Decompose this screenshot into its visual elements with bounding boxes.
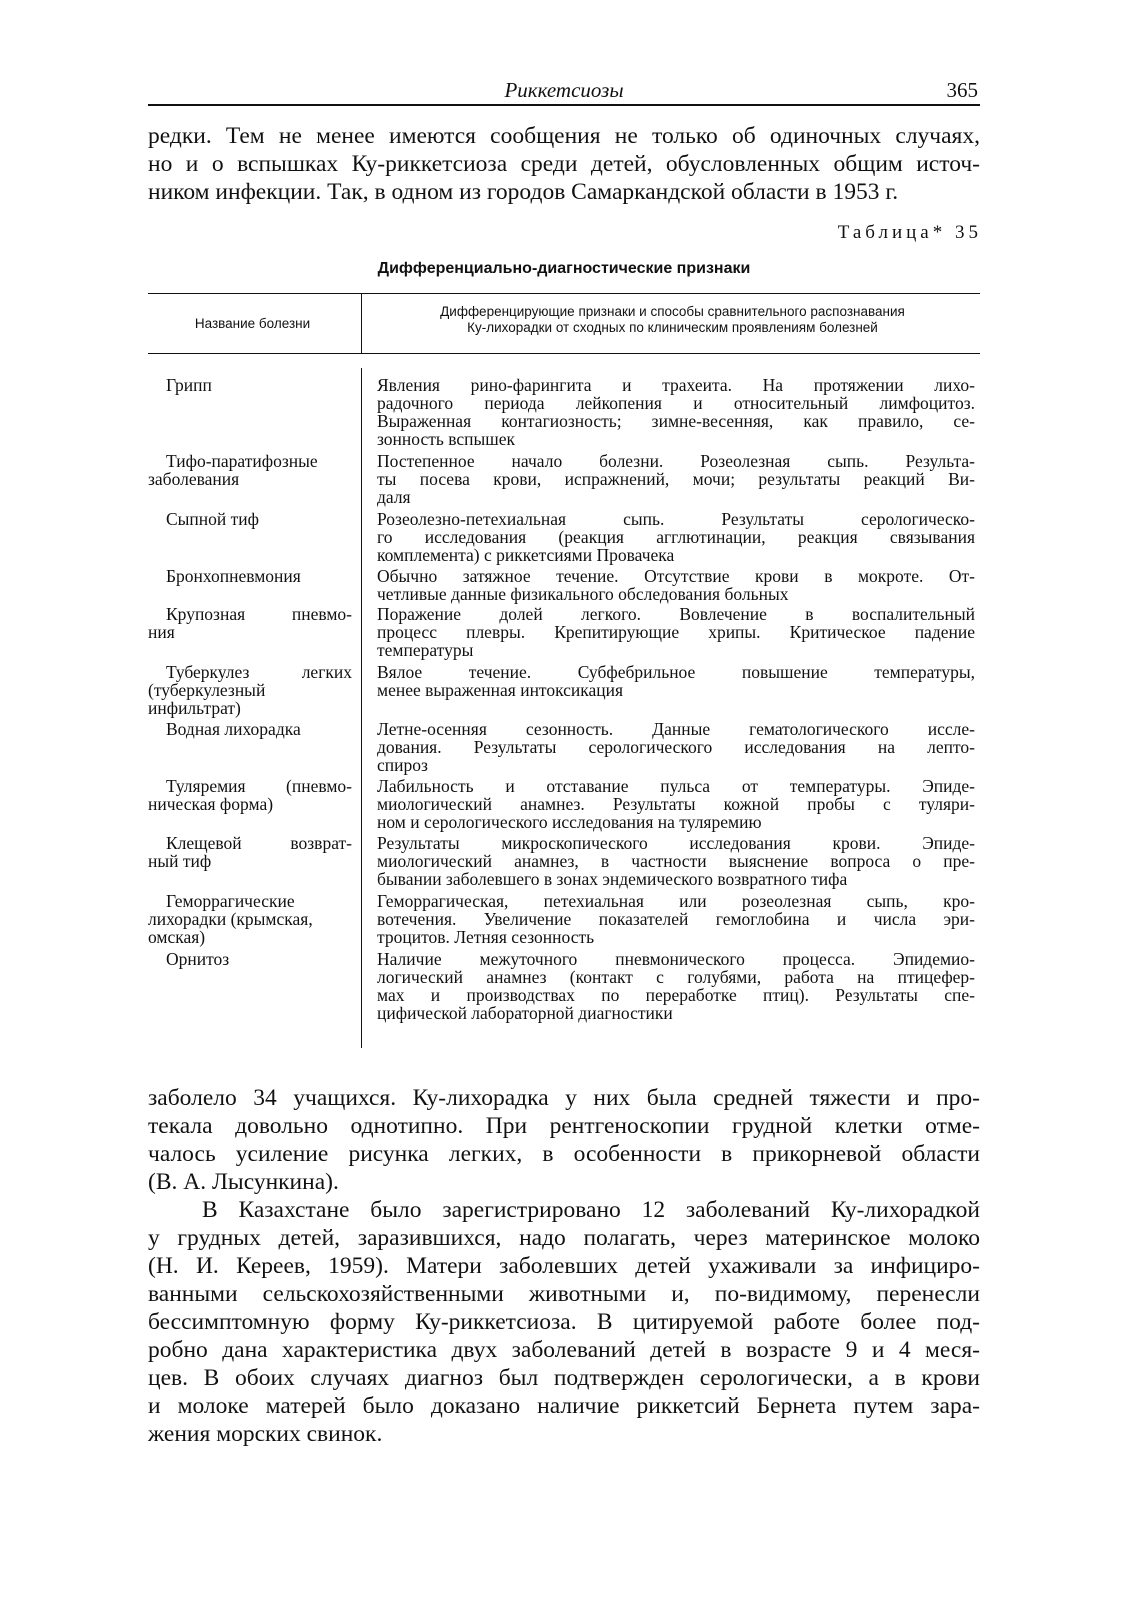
table-header-divider — [361, 294, 362, 353]
disease-name: Туберкулез легких (туберкулезный инфильтрат) — [148, 662, 352, 718]
text-line: у грудных детей, заразившихся, надо полагать, через материнское молоко — [148, 1225, 980, 1251]
column-header-line: Дифференцирующие признаки и способы сравнительного распознавания — [440, 304, 905, 319]
disease-signs: Вялое течение. Субфебрильное повышение температуры, менее выраженная интоксикация — [377, 662, 975, 700]
disease-name: Тифо-паратифозные заболевания — [148, 451, 318, 489]
text-line: чалось усиление рисунка легких, в особенности в прикорневой области — [148, 1141, 980, 1167]
text-line: заболело 34 учащихся. Ку-лихорадка у них была средней тяжести и про- — [148, 1085, 980, 1111]
disease-name: Водная лихорадка — [166, 719, 301, 739]
disease-name: Геморрагические лихорадки (крымская, омская) — [148, 891, 313, 947]
disease-signs: Геморрагическая, петехиальная или розеолезная сыпь, кро- вотечения. Увеличение показателей гемоглобина и числа эри- троцитов. Летняя сезонность — [377, 891, 975, 947]
table-number: Таблица* 35 — [837, 222, 982, 243]
disease-signs: Лабильность и отставание пульса от температуры. Эпиде- миологический анамнез. Результаты кожной пробы с туляри- ном и серологического исследования на туляремию — [377, 776, 975, 832]
disease-signs: Явления рино-фарингита и трахеита. На протяжении лихо- радочного периода лейкопения и относительный лимфоцитоз. Выраженная контагиозность; зимне-весенняя, как правило, се- зонность вспышек — [377, 375, 975, 449]
intro-paragraph — [148, 122, 980, 206]
disease-name: Крупозная пневмо- ния — [148, 604, 352, 642]
disease-signs: Наличие межуточного пневмонического процесса. Эпидемио- логический анамнез (контакт с голубями, работа на птицефер- мах и производствах по переработке птиц). Результаты спе- цифической лабораторной диагностики — [377, 949, 975, 1023]
disease-signs: Розеолезно-петехиальная сыпь. Результаты серологическо- го исследования (реакция агглютинации, реакция связывания комплемента) с риккетсиями Провачека — [377, 509, 975, 565]
disease-signs: Поражение долей легкого. Вовлечение в воспалительный процесс плевры. Крепитирующие хрипы. Критическое падение температуры — [377, 604, 975, 660]
table-caption: Дифференциально-диагностические признаки — [377, 260, 751, 277]
text-line: (Н. И. Кереев, 1959). Матери заболевших детей ухаживали за инфициро- — [148, 1253, 980, 1279]
body-paragraph — [148, 1084, 980, 1196]
column-header-signs — [370, 304, 975, 336]
text-line: цев. В обоих случаях диагноз был подтвержден серологически, а в крови — [148, 1365, 980, 1391]
disease-signs: Постепенное начало болезни. Розеолезная сыпь. Результа- ты посева крови, испражнений, мочи; результаты реакций Ви- даля — [377, 451, 975, 507]
text-line: редки. Тем не менее имеются сообщения не только об одиночных случаях, — [148, 123, 980, 149]
running-header — [148, 74, 980, 106]
text-line: (В. А. Лысункина). — [148, 1169, 339, 1195]
running-title: Риккетсиозы — [504, 78, 624, 102]
disease-name: Орнитоз — [166, 949, 230, 969]
text-line: бессимптомную форму Ку-риккетсиоза. В цитируемой работе более под- — [148, 1309, 980, 1335]
table-top-rule — [148, 293, 980, 294]
text-line: но и о вспышках Ку-риккетсиоза среди детей, обусловленных общим источ- — [148, 151, 980, 177]
table-header-rule — [148, 353, 980, 354]
page-number: 365 — [946, 78, 978, 102]
disease-signs: Летне-осенняя сезонность. Данные гематологического иссле- дования. Результаты серологического исследования на лепто- спироз — [377, 719, 975, 775]
disease-name: Бронхопневмония — [166, 566, 301, 586]
text-line: ником инфекции. Так, в одном из городов Самаркандской области в 1953 г. — [148, 179, 899, 205]
disease-signs: Обычно затяжное течение. Отсутствие крови в мокроте. От- четливые данные физикального обследования больных — [377, 566, 975, 604]
text-line: и молоке матерей было доказано наличие риккетсий Бернета путем зара- — [148, 1393, 980, 1419]
table-column-divider — [361, 368, 362, 1048]
column-header-line: Ку-лихорадки от сходных по клиническим проявлениям болезней — [467, 320, 878, 335]
text-line: текала довольно однотипно. При рентгеноскопии грудной клетки отме- — [148, 1113, 980, 1139]
disease-name: Сыпной тиф — [166, 509, 260, 529]
disease-name: Грипп — [166, 375, 212, 395]
disease-signs: Результаты микроскопического исследования крови. Эпиде- миологический анамнез, в частности выяснение вопроса о пре- бывании заболевшего в зонах эндемического возвратного тифа — [377, 833, 975, 889]
column-header-disease: Название болезни — [194, 316, 311, 331]
text-line: В Казахстане было зарегистрировано 12 заболеваний Ку-лихорадкой — [202, 1197, 980, 1223]
text-line: ванными сельскохозяйственными животными и, по-видимому, перенесли — [148, 1281, 980, 1307]
body-paragraph — [148, 1196, 980, 1448]
text-line: жения морских свинок. — [148, 1421, 383, 1447]
disease-name: Клещевой возврат- ный тиф — [148, 833, 352, 871]
text-line: робно дана характеристика двух заболеваний детей в возрасте 9 и 4 меся- — [148, 1337, 980, 1363]
disease-name: Туляремия (пневмо- ническая форма) — [148, 776, 352, 814]
